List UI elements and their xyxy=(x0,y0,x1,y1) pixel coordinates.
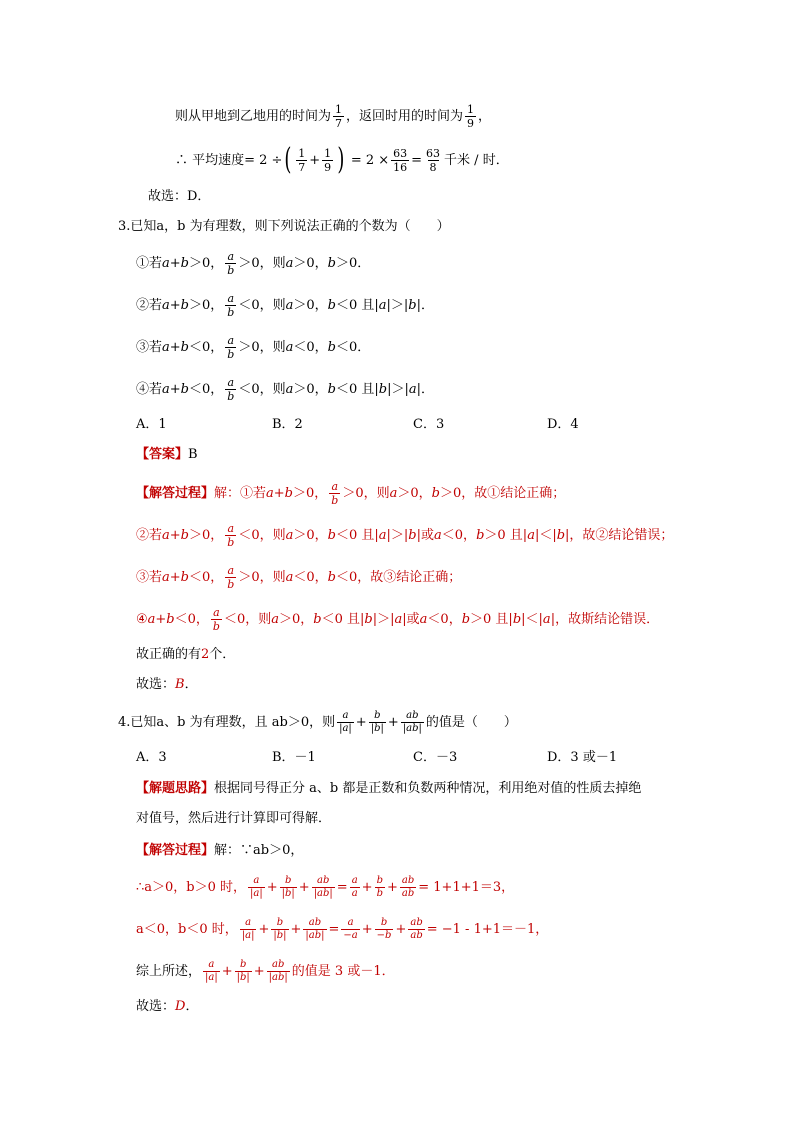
q3-proc-1: 【解答过程】 解：①若 a+b ＞0， $\frac{a}{b}$ ＞0，则 a ＞0， b ＞0，故①结论正确； xyxy=(136,479,566,507)
q3-options xyxy=(136,418,579,431)
text: = xyxy=(411,152,423,168)
q4-proc-0: 【解答过程】 解：∵ab＞0， xyxy=(136,843,304,858)
text: 千米 / 时． xyxy=(444,152,509,168)
fraction-a-b: $\frac{a}{b}$ xyxy=(227,563,235,591)
option-b: B．－1 xyxy=(272,750,316,765)
fraction-63-8: $\frac{63}{8}$ xyxy=(426,146,441,174)
option-a: A．1 xyxy=(136,417,167,432)
q4-choice: 故选： D ． xyxy=(136,999,199,1014)
q4-proc-1: ∴a＞0，b＞0 时， $\frac{a}{|a|}$ + $\frac{b}{|b|}$ + $\frac{ab}{|ab|}$ = $\frac{a}{a}$ + $\frac{b}{b}$ + $\frac{ab}{ab}$ = 1+1+1＝3， xyxy=(136,874,515,899)
fraction-1-9: $\frac{1}{9}$ xyxy=(324,146,332,174)
option-a: A．3 xyxy=(136,750,167,765)
fraction-63-16: $\frac{63}{16}$ xyxy=(393,146,408,174)
q3-statement-4: ④若 a+b ＜0， $\frac{a}{b}$ ＜0，则 a ＞0， b ＜0 且| b |＞| a |． xyxy=(136,375,435,403)
q3-statement-2: ②若 a+b ＞0， $\frac{a}{b}$ ＜0，则 a ＞0， b ＜0 且| a |＞| b |． xyxy=(136,291,435,319)
q3-statement-1: ①若 a+b ＞0， $\frac{a}{b}$ ＞0，则 a ＞0， b ＞0． xyxy=(136,249,371,277)
q3-count: 故正确的有 2 个． xyxy=(136,647,236,662)
prev-line-1 xyxy=(175,101,491,131)
q4-options xyxy=(136,751,617,764)
text: 故选：D． xyxy=(148,189,211,204)
answer-label: 【答案】 xyxy=(136,447,189,462)
fraction-a-b: $\frac{a}{b}$ xyxy=(227,521,235,549)
q4-proc-2: a＜0，b＜0 时， $\frac{a}{|a|}$ + $\frac{b}{|b|}$ + $\frac{ab}{|ab|}$ = $\frac{a}{-a}$ + $\frac{b}{-b}$ + $\frac{ab}{ab}$ = −1 - 1+1＝－1， xyxy=(136,916,549,941)
fraction-a-b: $\frac{a}{b}$ xyxy=(227,249,235,277)
option-c: C．－3 xyxy=(413,750,458,765)
answer-value: B xyxy=(188,447,198,462)
fraction-a-b: $\frac{a}{b}$ xyxy=(212,605,220,633)
option-b: B．2 xyxy=(272,417,303,432)
q3-answer xyxy=(136,448,198,461)
q4-idea-2: 对值号，然后进行计算即可得解． xyxy=(136,811,332,826)
text: 3.已知a，b 为有理数，则下列说法正确的个数为（ ） xyxy=(118,219,450,234)
q3-proc-4: ④ a+b ＜0， $\frac{a}{b}$ ＜0，则 a ＞0， b ＜0 且| b |＞| a |或 a ＜0， b ＞0 且| b |＜| a |，故斯结论错误． xyxy=(136,605,660,633)
text: ，返回时用的时间为 xyxy=(346,108,464,124)
fraction-a-abs-a: $\frac{a}{|a|}$ xyxy=(339,709,352,734)
fraction-a-b: $\frac{a}{b}$ xyxy=(227,333,235,361)
q4-stem: 4.已知a、b 为有理数，且 ab＞0，则 $\frac{a}{|a|}$ + $\frac{b}{|b|}$ + $\frac{ab}{|ab|}$ 的值是（ ） xyxy=(118,709,517,734)
option-c: C．3 xyxy=(413,417,445,432)
fraction-a-b: $\frac{a}{b}$ xyxy=(227,291,235,319)
plus: + xyxy=(309,152,321,168)
fraction-a-b: $\frac{a}{b}$ xyxy=(227,375,235,403)
q4-proc-3: 综上所述， $\frac{a}{|a|}$ + $\frac{b}{|b|}$ + $\frac{ab}{|ab|}$ 的值是 3 或－1． xyxy=(136,958,395,983)
fraction-a-b: $\frac{a}{b}$ xyxy=(331,479,339,507)
text: ， xyxy=(478,108,492,124)
q3-proc-2: ②若 a+b ＞0， $\frac{a}{b}$ ＜0，则 a ＞0， b ＜0 且| a |＞| b |或 a ＜0， b ＞0 且| a |＜| b |，故②结论错误； xyxy=(136,521,674,549)
option-d: D．4 xyxy=(547,417,579,432)
text: = 2 × xyxy=(350,152,390,168)
text: ∴ 平均速度= 2 ÷ xyxy=(175,152,283,168)
fraction-b-abs-b: $\frac{b}{|b|}$ xyxy=(370,709,384,734)
proc-label: 【解答过程】 xyxy=(136,485,215,501)
fraction-1-7: $\frac{1}{7}$ xyxy=(335,102,343,130)
fraction-1-7: $\frac{1}{7}$ xyxy=(298,146,306,174)
q3-statement-3: ③若 a+b ＜0， $\frac{a}{b}$ ＞0，则 a ＜0， b ＜0． xyxy=(136,333,371,361)
fraction-1-9: $\frac{1}{9}$ xyxy=(467,102,475,130)
q3-choice: 故选： B ． xyxy=(136,677,198,692)
right-paren: ) xyxy=(337,142,345,177)
prev-choice xyxy=(148,190,210,203)
q3-proc-3: ③若 a+b ＜0， $\frac{a}{b}$ ＞0，则 a ＜0， b ＜0，故③结论正确； xyxy=(136,563,462,591)
text: 则从甲地到乙地用的时间为 xyxy=(175,108,332,124)
option-d: D．3 或－1 xyxy=(547,750,618,765)
q4-idea-1: 【解题思路】 根据同号得正分 a、b 都是正数和负数两种情况，利用绝对值的性质去掉绝 xyxy=(136,781,642,796)
left-paren: ( xyxy=(284,142,292,177)
prev-line-2 xyxy=(175,141,509,179)
q3-stem xyxy=(118,220,450,233)
fraction-ab-abs-ab: $\frac{ab}{|ab|}$ xyxy=(402,709,422,734)
